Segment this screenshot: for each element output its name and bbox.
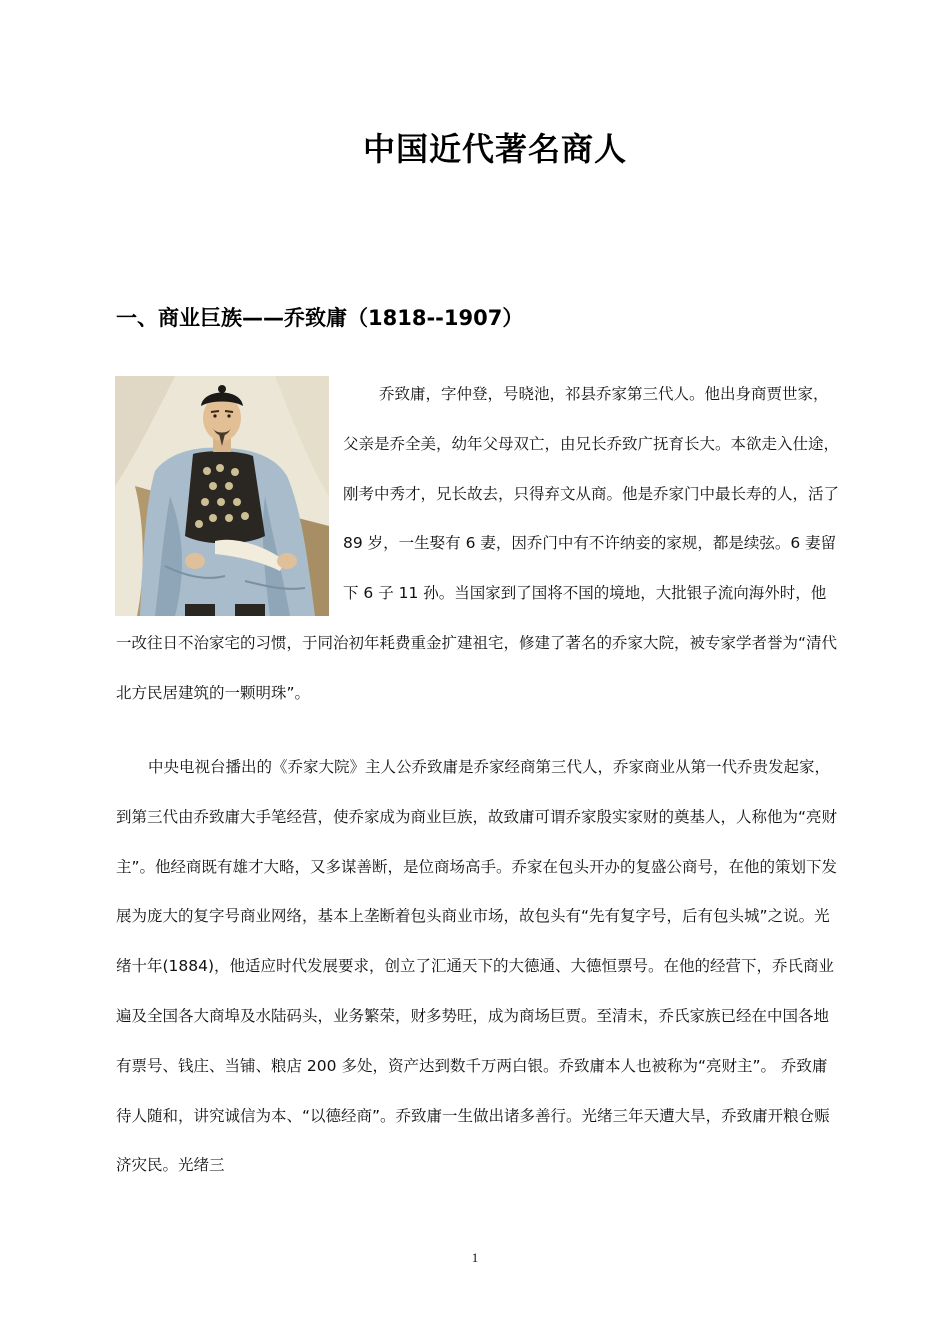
section-heading: 一、商业巨族——乔致庸（1818--1907） — [116, 306, 524, 330]
image-wrap-spacer — [116, 370, 343, 618]
document-title: 中国近代著名商人 — [362, 130, 627, 168]
paragraph-1: 乔致庸，字仲登，号晓池，祁县乔家第三代人。他出身商贾世家，父亲是乔全美，幼年父母双亡，由兄长乔致广抚育长大。本欲走入仕途，刚考中秀才，兄长故去，只得弃文从商。他是乔家门中最长寿的人，活了 89 岁，一生娶有 6 妻，因乔门中有不许纳妾的家规，都是续弦。6 妻留下 6 子 11 孙。当国家到了国将不国的境地，大批银子流向海外时，他一改往日不治家宅的习惯，于同治初年耗费重金扩建祖宅，修建了著名的乔家大院，被专家学者誉为“清代北方民居建筑的一颗明珠”。 — [116, 385, 840, 702]
paragraph-2: 中央电视台播出的《乔家大院》主人公乔致庸是乔家经商第三代人，乔家商业从第一代乔贵发起家，到第三代由乔致庸大手笔经营，使乔家成为商业巨族，故致庸可谓乔家殷实家财的奠基人，人称他为“亮财主”。他经商既有雄才大略，又多谋善断，是位商场高手。乔家在包头开办的复盛公商号，在他的策划下发展为庞大的复字号商业网络，基本上垄断着包头商业市场，故包头有“先有复字号，后有包头城”之说。光绪十年(1884)，他适应时代发展要求，创立了汇通天下的大德通、大德恒票号。在他的经营下，乔氏商业遍及全国各大商埠及水陆码头，业务繁荣，财多势旺，成为商场巨贾。至清末，乔氏家族已经在中国各地有票号、钱庄、当铺、粮店 200 多处，资产达到数千万两白银。乔致庸本人也被称为“亮财主”。 乔致庸待人随和，讲究诚信为本、“以德经商”。乔致庸一生做出诸多善行。光绪三年天遭大旱，乔致庸开粮仓赈济灾民。光绪三 — [116, 758, 838, 1175]
paragraph-1-container — [116, 370, 840, 719]
page-number: 1 — [471, 1250, 479, 1265]
